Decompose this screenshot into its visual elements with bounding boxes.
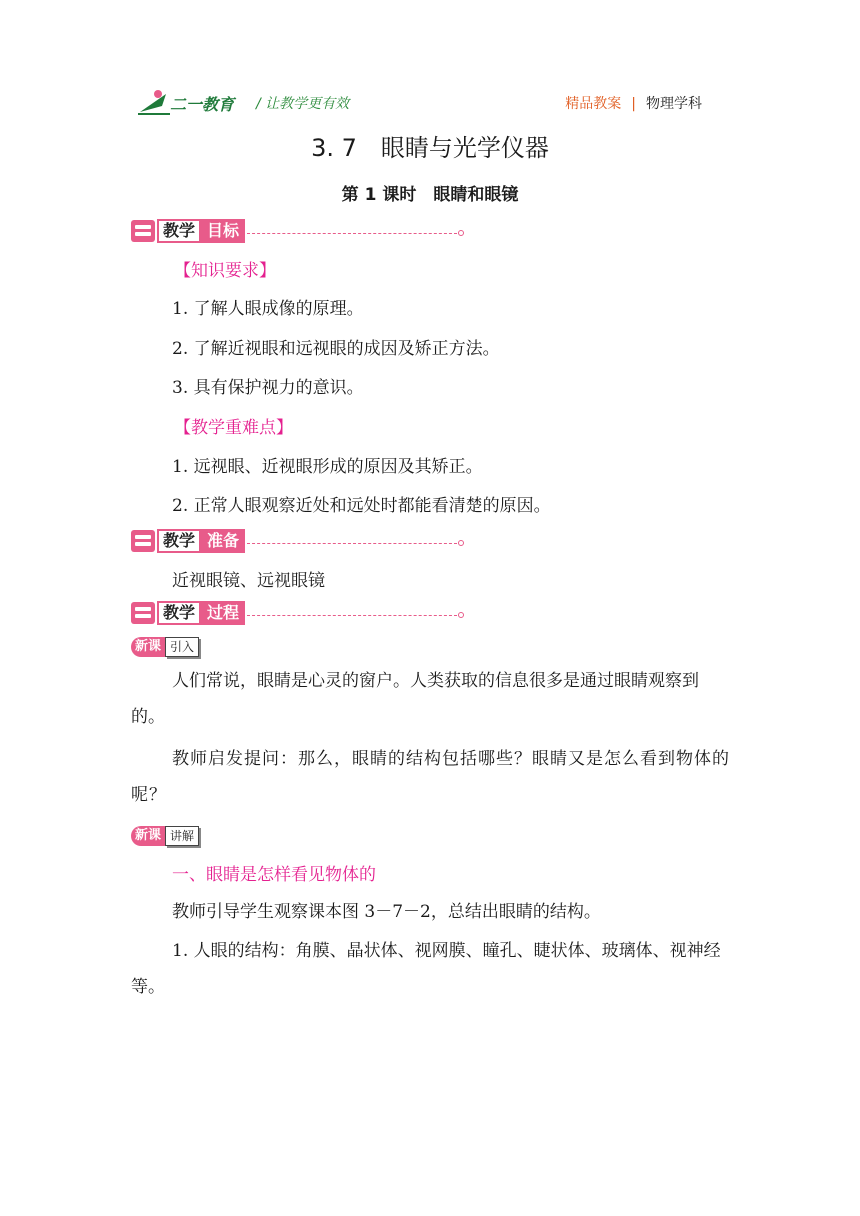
page-title: 3. 7 眼睛与光学仪器 xyxy=(311,134,549,162)
guide-paragraph: 教师引导学生观察课本图 3－7－2，总结出眼睛的结构。 xyxy=(172,902,601,922)
keypoints-heading: 【教学重难点】 xyxy=(174,418,293,438)
page-subtitle: 第 1 课时 眼睛和眼镜 xyxy=(341,185,519,205)
logo-text: 二一教育 xyxy=(170,95,235,114)
structure-paragraph: 1. 人眼的结构：角膜、晶状体、视网膜、瞳孔、睫状体、玻璃体、视神经等。 xyxy=(131,941,721,997)
tag-lecture-b: 讲解 xyxy=(165,826,199,846)
section-goals-label-a: 教学 xyxy=(157,219,201,243)
keypoint-item: 1. 远视眼、近视眼形成的原因及其矫正。 xyxy=(172,457,483,477)
section-process-label-a: 教学 xyxy=(157,601,201,625)
tag-intro-b: 引入 xyxy=(165,637,199,657)
tag-lecture xyxy=(131,825,199,847)
knowledge-item: 3. 具有保护视力的意识。 xyxy=(172,378,364,398)
section-process-label-b: 过程 xyxy=(201,601,245,625)
header-category: 精品教案 xyxy=(565,96,622,112)
divider xyxy=(247,543,457,544)
intro-paragraph: 人们常说，眼睛是心灵的窗户。人类获取的信息很多是通过眼睛观察到的。 xyxy=(131,671,699,727)
divider-end xyxy=(458,612,464,618)
tag-intro xyxy=(131,636,199,658)
section-prep-label-a: 教学 xyxy=(157,529,201,553)
tag-lecture-a: 新课 xyxy=(131,826,165,846)
section-goals-label-b: 目标 xyxy=(201,219,245,243)
header-separator: | xyxy=(631,96,636,112)
keypoint-item: 2. 正常人眼观察近处和远处时都能看清楚的原因。 xyxy=(172,496,551,516)
prep-text: 近视眼镜、远视眼镜 xyxy=(172,571,325,591)
divider xyxy=(247,615,457,616)
book-icon xyxy=(131,220,155,242)
section-process xyxy=(131,601,464,625)
section-goals xyxy=(131,219,464,243)
slogan: / 让教学更有效 xyxy=(256,96,350,112)
divider xyxy=(247,233,457,234)
header-subject: 物理学科 xyxy=(646,96,702,112)
knowledge-heading: 【知识要求】 xyxy=(174,261,276,281)
book-icon xyxy=(131,602,155,624)
knowledge-item: 2. 了解近视眼和远视眼的成因及矫正方法。 xyxy=(172,339,500,359)
section-prep xyxy=(131,529,464,553)
section-prep-label-b: 准备 xyxy=(201,529,245,553)
book-icon xyxy=(131,530,155,552)
divider-end xyxy=(458,230,464,236)
divider-end xyxy=(458,540,464,546)
tag-intro-a: 新课 xyxy=(131,637,165,657)
section-heading: 一、眼睛是怎样看见物体的 xyxy=(172,865,376,885)
knowledge-item: 1. 了解人眼成像的原理。 xyxy=(172,299,364,319)
header-right xyxy=(565,93,702,113)
question-paragraph: 教师启发提问：那么，眼睛的结构包括哪些？眼睛又是怎么看到物体的呢？ xyxy=(131,749,730,805)
